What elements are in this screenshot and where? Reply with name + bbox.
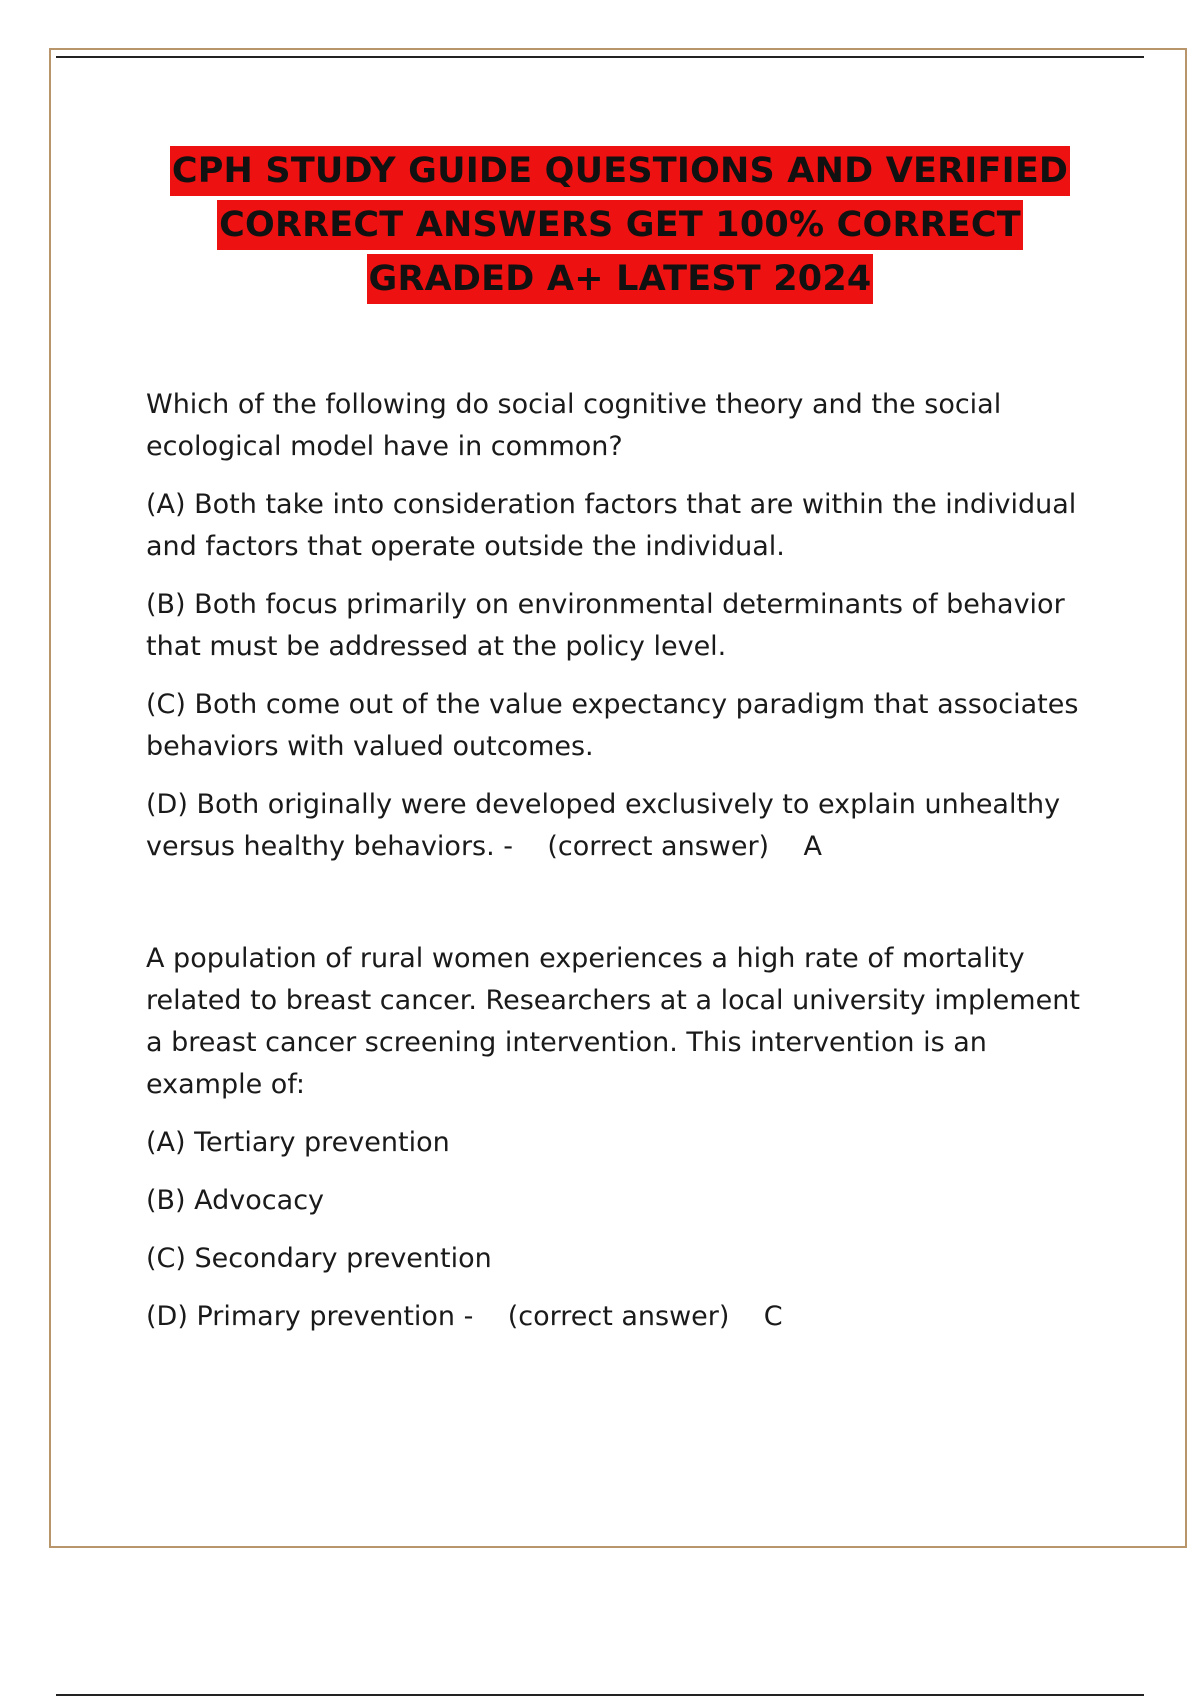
question-2-option-d-text: (D) Primary prevention -: [146, 1301, 474, 1332]
header-rule: [56, 56, 1144, 58]
title-line-2: [0, 200, 1200, 250]
question-1-answer-label: (correct answer): [547, 831, 770, 862]
title-line-2-text: CORRECT ANSWERS GET 100% CORRECT: [217, 200, 1023, 250]
question-1-option-d-text: (D) Both originally were developed exclusively to explain unhealthy versus healthy behaviors. -: [146, 789, 1061, 862]
question-2-option-c: (C) Secondary prevention: [146, 1243, 492, 1274]
title-line-3: [0, 254, 1200, 304]
question-2-answer-label: (correct answer): [507, 1301, 730, 1332]
question-1-option-a: (A) Both take into consideration factors that are within the individual and factors that operate outside the individual.: [146, 489, 1077, 562]
document-title: [0, 146, 1200, 308]
question-1-answer: A: [803, 831, 822, 862]
question-2-answer: C: [763, 1301, 783, 1332]
question-2-option-b: (B) Advocacy: [146, 1185, 325, 1216]
document-body: [146, 384, 1086, 1354]
question-1-option-b: (B) Both focus primarily on environmental determinants of behavior that must be addressed at the policy level.: [146, 589, 1065, 662]
title-line-1: [0, 146, 1200, 196]
question-2-stem: A population of rural women experiences a high rate of mortality related to breast cancer. Researchers at a local university implement a breast cancer screening intervention. This intervention is an example of:: [146, 943, 1080, 1100]
title-line-1-text: CPH STUDY GUIDE QUESTIONS AND VERIFIED: [170, 146, 1070, 196]
question-1: [146, 384, 1086, 868]
question-1-stem: Which of the following do social cognitive theory and the social ecological model have in common?: [146, 389, 1002, 462]
footer-rule: [56, 1694, 1144, 1696]
question-1-option-c: (C) Both come out of the value expectancy paradigm that associates behaviors with valued outcomes.: [146, 689, 1079, 762]
question-2-option-a: (A) Tertiary prevention: [146, 1127, 450, 1158]
title-line-3-text: GRADED A+ LATEST 2024: [367, 254, 874, 304]
question-2: [146, 938, 1086, 1338]
question-spacer: [146, 884, 1086, 938]
question-1-option-d: [146, 784, 1086, 868]
question-2-option-d: [146, 1296, 1086, 1338]
